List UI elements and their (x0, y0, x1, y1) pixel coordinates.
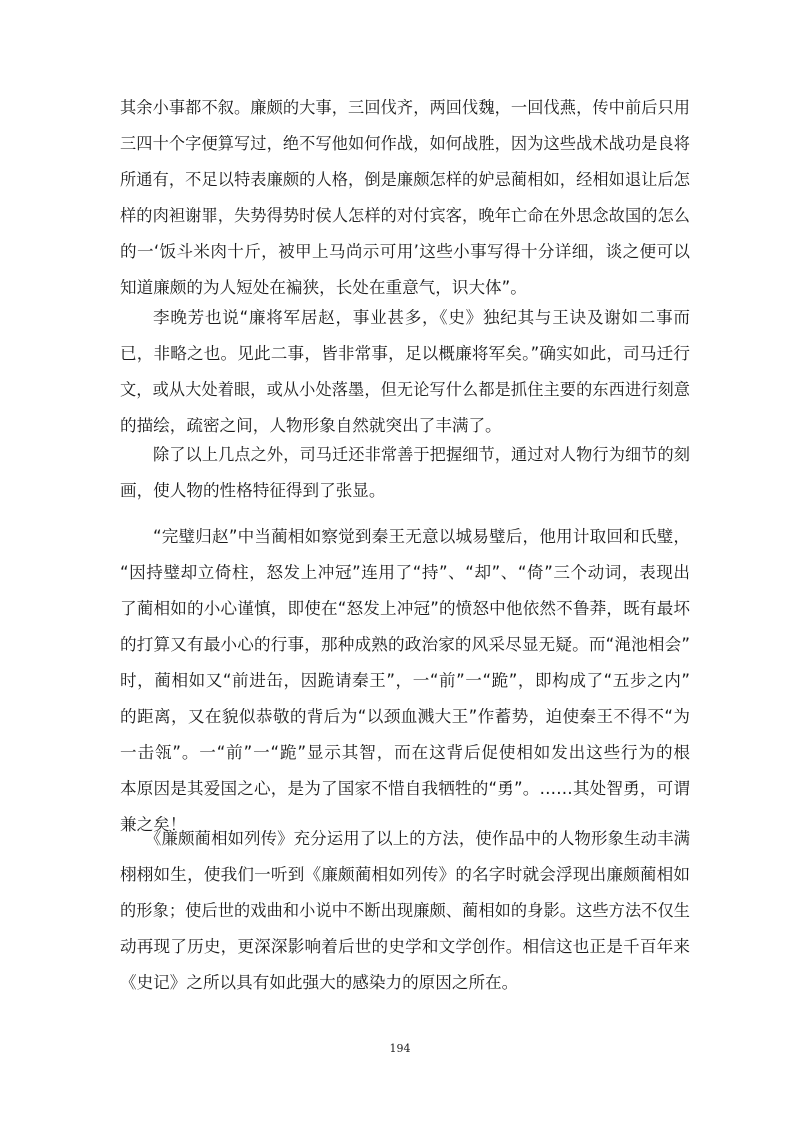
text-line: 所通有，不足以特表廉颇的人格，倒是廉颇怎样的妒忌蔺相如，经相如退让后怎 (120, 170, 690, 189)
text-line: 栩栩如生，使我们一听到《廉颇蔺相如列传》的名字时就会浮现出廉颇蔺相如 (120, 865, 690, 884)
text-line: 的描绘，疏密之间，人物形象自然就突出了丰满了。 (120, 416, 502, 435)
text-line: 《史记》之所以具有如此强大的感染力的原因之所在。 (120, 973, 519, 992)
text-line: 画，使人物的性格特征得到了张显。 (120, 481, 386, 500)
text-line: 的打算又有最小心的行事，那种成熟的政治家的风采尽显无疑。而“渑池相会” (120, 635, 690, 654)
text-line: “因持璧却立倚柱，怒发上冲冠”连用了“持”、“却”、“倚”三个动词，表现出 (120, 563, 690, 582)
text-line: 其余小事都不叙。廉颇的大事，三回伐齐，两回伐魏，一回伐燕，传中前后只用 (120, 98, 690, 117)
text-line: 的一‘饭斗米肉十斤，被甲上马尚示可用’这些小事写得十分详细，谈之便可以 (120, 242, 690, 261)
paragraph-li-wanfang (120, 300, 690, 444)
paragraph-lianpo-details (120, 90, 690, 306)
text-line: 三四十个字便算写过，绝不写他如何作战，如何战胜，因为这些战术战功是良将 (120, 134, 690, 153)
text-line: 知道廉颇的为人短处在褊狭，长处在重意气，识大体”。 (120, 278, 527, 297)
text-line: 的形象；使后世的戏曲和小说中不断出现廉颇、蔺相如的身影。这些方法不仅生 (120, 901, 690, 920)
text-line: 了蔺相如的小心谨慎，即使在“怒发上冲冠”的愤怒中他依然不鲁莽，既有最坏 (120, 599, 690, 618)
text-line: 李晚芳也说“廉将军居赵，事业甚多，《史》独纪其与王诀及谢如二事而 (153, 308, 690, 327)
text-line: 文，或从大处着眼，或从小处落墨，但无论写什么都是抓住主要的东西进行刻意 (120, 380, 690, 399)
text-line: 一击瓴”。一“前”一“跪”显示其智，而在这背后促使相如发出这些行为的根 (120, 743, 690, 762)
paragraph-details (120, 437, 690, 509)
text-line: 《廉颇蔺相如列传》充分运用了以上的方法，使作品中的人物形象生动丰满 (145, 829, 690, 848)
text-line: 除了以上几点之外，司马迁还非常善于把握细节，通过对人物行为细节的刻 (153, 445, 690, 464)
text-line: 的距离，又在貌似恭敬的背后为“以颈血溅大王”作蓄势，迫使秦王不得不“为 (120, 707, 690, 726)
page-number: 194 (389, 1042, 411, 1055)
text-line: 时，蔺相如又“前进缶，因跪请秦王”，一“前”一“跪”，即构成了“五步之内” (120, 671, 690, 690)
paragraph-conclusion (120, 821, 690, 1001)
paragraph-wanbi-guizhao (120, 519, 690, 843)
text-line: 兼之矣！ (120, 815, 187, 834)
text-line: 本原因是其爱国之心，是为了国家不惜自我牺牲的“勇”。……其处智勇，可谓 (120, 779, 690, 798)
text-line: 样的肉袒谢罪，失势得势时侯人怎样的对付宾客，晚年亡命在外思念故国的怎么 (120, 206, 690, 225)
text-line: 动再现了历史，更深深影响着后世的史学和文学创作。相信这也正是千百年来 (120, 937, 690, 956)
text-line: “完璧归赵”中当蔺相如察觉到秦王无意以城易璧后，他用计取回和氏璧， (153, 527, 690, 546)
text-line: 已，非略之也。见此二事，皆非常事，足以概廉将军矣。”确实如此，司马迁行 (120, 344, 690, 363)
